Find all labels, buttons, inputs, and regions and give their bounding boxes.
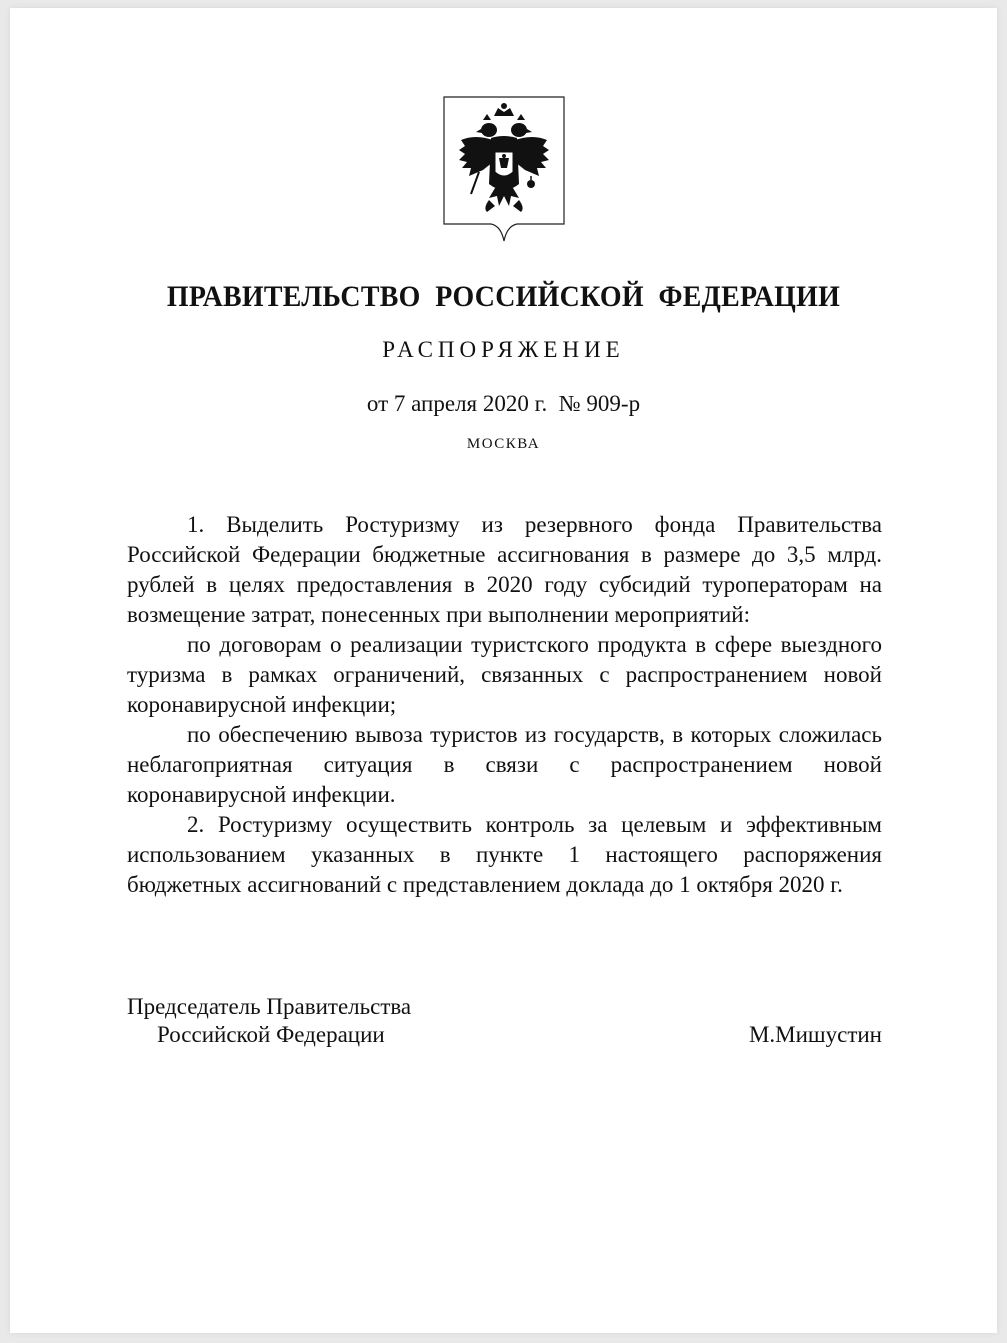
signatory-name: М.Мишустин [748,1022,882,1047]
document-body [127,510,882,900]
paragraph-subitem-1: по договорам о реализации туристского продукта в сфере выездного туризма в рамках ограничений, связанных с распространением новой коронавирусной инфекции; [127,632,882,717]
signatory-position-line2: Российской Федерации [157,1022,385,1047]
paragraph-item-2: 2. Ростуризму осуществить контроль за целевым и эффективным использованием указанных в пункте 1 настоящего распоряжения бюджетных ассигнований с представлением доклада до 1 октября 2020 г. [127,812,882,897]
document-page [10,8,997,1333]
paragraph-item-1: 1. Выделить Ростуризму из резервного фонда Правительства Российской Федерации бюджетные ассигнования в размере до 3,5 млрд. рублей в целях предоставления в 2020 году субсидий туроператорам на возмещение затрат, понесенных при выполнении мероприятий: [127,512,882,627]
document-date-number: от 7 апреля 2020 г. № 909-р [366,391,641,416]
government-title: ПРАВИТЕЛЬСТВО РОССИЙСКОЙ ФЕДЕРАЦИИ [166,280,841,313]
signature-block [127,993,882,1049]
signatory-position-line1: Председатель Правительства [127,994,412,1019]
document-type: РАСПОРЯЖЕНИЕ [382,337,625,362]
russian-coat-of-arms-icon [443,96,565,242]
issuing-city: МОСКВА [466,436,541,452]
paragraph-subitem-2: по обеспечению вывоза туристов из государств, в которых сложилась неблагоприятная ситуация в связи с распространением новой коронавирусной инфекции. [127,722,882,807]
